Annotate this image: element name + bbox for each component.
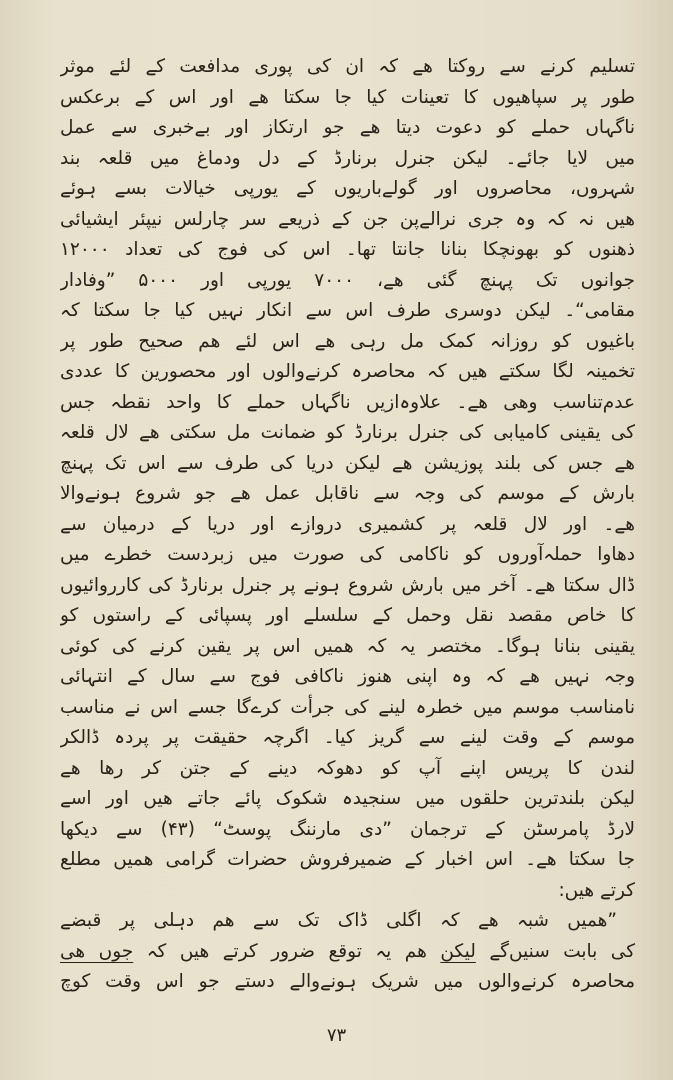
quote-line: ”ھمیں شبہ ھے کہ اگلی ڈاک تک سے ھم دہلی پر قبضے [60,910,617,931]
text-line: ذھنوں کو بھونچکا بنانا جانتا تھا۔ اس کی فوج کی تعداد ۱۲۰۰۰ [60,239,635,260]
underlined-word: جوں ھی [60,940,134,962]
text-line: کرتے ھیں: [558,879,635,901]
text-line: ھیں نہ کہ وہ جری نرالےپن جن کے ذریعے سر چارلس نیپئر ایشیائی [60,208,635,230]
quote-line: محاصرہ کرنےوالوں میں شریک ہونےوالے دستے جو اس وقت کوچ [60,971,635,992]
quote-text: ھم یہ توقع ضرور کرتے ھیں کہ [133,940,441,962]
text-line: باغیوں کو روزانہ کمک مل رہی ھے اس لئے ھم صحیح طور پر [60,330,635,352]
text-line: تخمینہ لگا سکتے ھیں کہ محاصرہ کرنےوالوں اور محصورین کا عددی [60,361,635,382]
text-line: کا خاص مقصد نقل وحمل کے سلسلے اور پسپائی کے راستوں کو [60,605,635,626]
underlined-word: لیکن [440,940,476,962]
text-line: وجہ نہیں ھے کہ وہ اپنی ھنوز ناکافی فوج سے سال کے انتہائی [60,666,635,687]
text-line: یقینی بنانا ہوگا۔ مختصر یہ کہ ھمیں اس پر یقین کرنے کی کوئی [60,635,635,657]
page-number: ۷۳ [326,1025,347,1046]
text-line: جوانوں تک پہنچ گئی ھے، ۷۰۰۰ یورپی اور ۵۰۰۰ ”وفادار [60,269,635,291]
text-line: شہروں، محاصروں اور گولےباریوں کے یورپی خیالات بسے ہوئے [60,178,635,199]
text-line: میں لایا جائے۔ لیکن جنرل برنارڈ کے دل ودماغ میں قلعہ بند [60,147,635,169]
text-line: تسلیم کرنے سے روکتا ھے کہ ان کی پوری مدافعت کے لئے موثر [60,56,635,77]
quote-line [60,937,635,968]
text-line: کی یقینی کامیابی کی جنرل برنارڈ کو ضمانت مل سکتی ھے لال قلعہ [60,422,635,443]
text-line: ڈال سکتا ھے۔ آخر میں بارش شروع ہونے پر جنرل برنارڈ کی کارروائیوں [60,574,635,596]
text-line: جا سکتا ھے۔ اس اخبار کے ضمیرفروش حضرات گرامی ھمیں مطلع [60,849,635,870]
text-line: نامناسب موسم میں خطرہ لینے کی جرأت کرےگا جسے اس نے مناسب [60,696,635,718]
text-line: ھے۔ اور لال قلعہ پر کشمیری دروازے اور دریا کے درمیان سے [60,513,635,535]
body-text [60,52,635,998]
quote-text: کی بابت سنیں‌گے [475,940,635,962]
text-line: طور پر سپاھیوں کا تعینات کیا جا سکتا ھے اور اس کے برعکس [60,86,635,108]
text-line: بارش کے موسم کی وجہ سے ناقابل عمل ھے جو شروع ہونےوالا [60,483,635,504]
text-line: عدم‌تناسب وھی ھے۔ علاوہ‌ازیں ناگہاں حملے کا واحد نقطہ جس [60,391,635,413]
text-line: دھاوا حملہ‌آوروں کو ناکامی کی صورت میں زبردست خطرے میں [60,544,635,565]
text-line: لندن کا پریس اپنے آپ کو دھوکہ دینے کے جتن کر رھا ھے [60,757,635,779]
text-line: مقامی“۔ لیکن دوسری طرف اس سے انکار نہیں کیا جا سکتا کہ [60,300,635,321]
text-line: موسم کے وقت لینے سے گریز کیا۔ اگرچہ حقیقت پر پردہ ڈالکر [60,727,635,748]
text-line: ناگہاں حملے کو دعوت دیتا ھے جو ارتکاز اور بےخبری سے عمل [60,117,635,138]
text-line: لیکن بلندترین حلقوں میں سنجیدہ شکوک پائے جاتے ھیں اور اسے [60,788,635,809]
text-line: لارڈ پامرسٹن کے ترجمان ”دی مارننگ پوسٹ“ (۴۳) سے دیکھا [60,818,635,840]
text-line: ھے جس کی بلند پوزیشن ھے لیکن دریا کی طرف سے اس تک پہنچ [60,452,635,474]
